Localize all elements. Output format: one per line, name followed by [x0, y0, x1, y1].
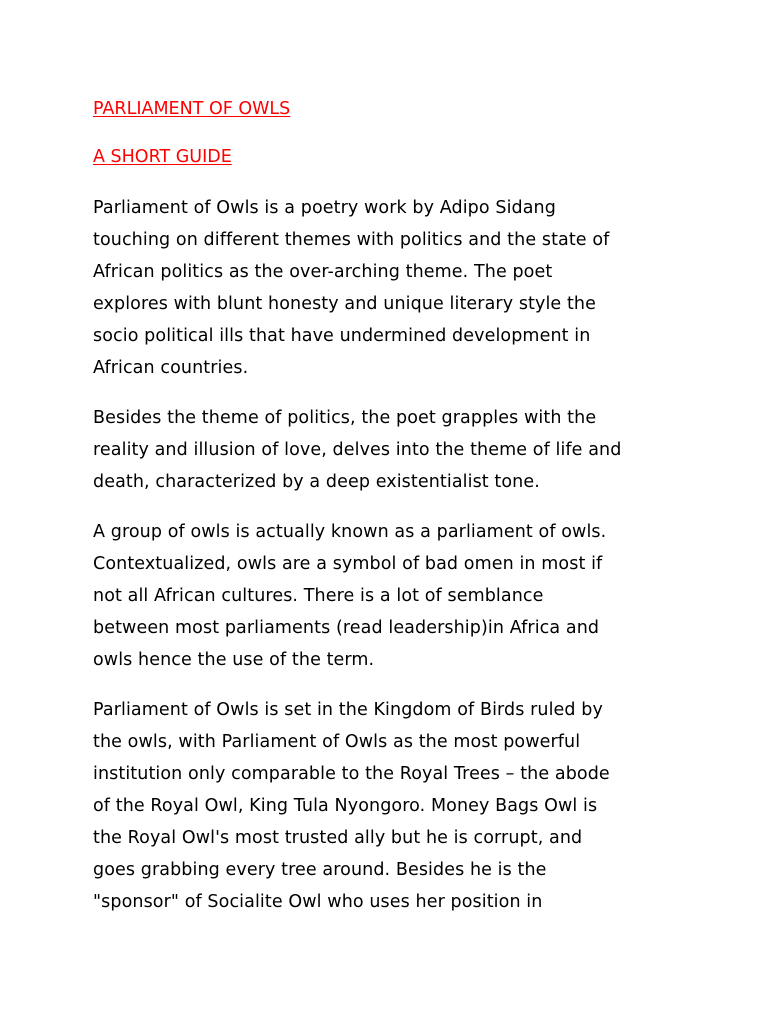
paragraph-themes: Besides the theme of politics, the poet grapples with the reality and illusion of love, delves into the theme of life and death, characterized by a deep existentialist tone.: [93, 408, 622, 492]
paragraph-introduction: Parliament of Owls is a poetry work by Adipo Sidang touching on different themes with politics and the state of African politics as the over-arching theme. The poet explores with blunt honesty and unique literary style the socio political ills that have undermined development in African countries.: [93, 198, 610, 378]
paragraph-setting: Parliament of Owls is set in the Kingdom of Birds ruled by the owls, with Parliament of Owls as the most powerful institution only comparable to the Royal Trees – the abode of the Royal Owl, King Tula Nyongoro. Money Bags Owl is the Royal Owl's most trusted ally but he is corrupt, and goes grabbing every tree around. Besides he is the "sponsor" of Socialite Owl who uses her position in: [93, 700, 610, 912]
document-title: PARLIAMENT OF OWLS: [93, 99, 291, 119]
document-subtitle: A SHORT GUIDE: [93, 147, 232, 167]
document-page: [93, 96, 693, 936]
paragraph-owl-symbolism: A group of owls is actually known as a parliament of owls. Contextualized, owls are a symbol of bad omen in most if not all African cultures. There is a lot of semblance between most parliaments (read leadership)in Africa and owls hence the use of the term.: [93, 522, 607, 670]
